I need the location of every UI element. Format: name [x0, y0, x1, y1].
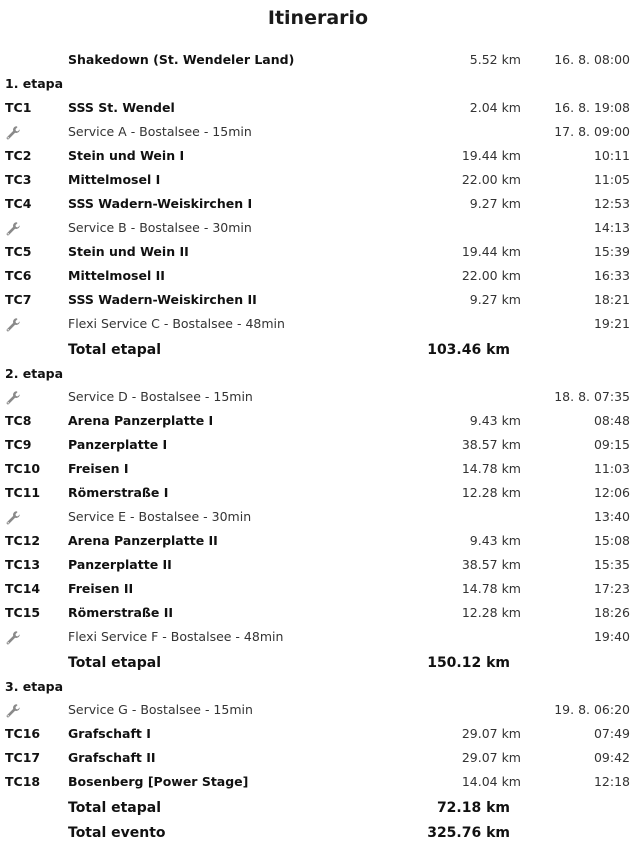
- wrench-icon: [5, 221, 21, 237]
- service-row: [0, 216, 636, 240]
- total-distance: 150.12 km: [427, 655, 510, 671]
- wrench-icon: [5, 390, 21, 406]
- stage-time: 10:11: [593, 148, 630, 163]
- service-name: Service A - Bostalsee - 15min: [68, 124, 252, 139]
- stage-name: Mittelmosel I: [68, 172, 161, 187]
- stage-name: Grafschaft II: [68, 750, 156, 765]
- stage-distance: 19.44 km: [461, 148, 521, 163]
- stage-time: 15:08: [593, 533, 630, 548]
- stage-distance: 12.28 km: [461, 605, 521, 620]
- stage-row: [0, 746, 636, 770]
- stage-time: 11:03: [593, 461, 630, 476]
- stage-time: 19. 8. 06:20: [554, 702, 630, 717]
- service-row: [0, 312, 636, 336]
- stage-code: TC18: [5, 774, 41, 789]
- stage-time: 17. 8. 09:00: [554, 124, 630, 139]
- stage-row: [0, 240, 636, 264]
- service-name: Service E - Bostalsee - 30min: [68, 509, 252, 524]
- service-row: [0, 505, 636, 529]
- stage-time: 13:40: [593, 509, 630, 524]
- stage-row: [0, 481, 636, 505]
- stage-code: TC3: [5, 172, 32, 187]
- stage-time: 16. 8. 19:08: [554, 100, 630, 115]
- page-title: Itinerario: [267, 7, 369, 29]
- stage-row: [0, 288, 636, 312]
- wrench-icon: [5, 510, 21, 526]
- stage-row: [0, 144, 636, 168]
- etapa-label: 3. etapa: [5, 679, 64, 694]
- total-distance: 103.46 km: [427, 342, 510, 358]
- stage-time: 17:23: [593, 581, 630, 596]
- stage-time: 12:06: [593, 485, 630, 500]
- stage-name: SSS St. Wendel: [68, 100, 175, 115]
- stage-distance: 22.00 km: [461, 268, 521, 283]
- stage-name: Freisen II: [68, 581, 134, 596]
- stage-distance: 19.44 km: [461, 244, 521, 259]
- total-distance: 325.76 km: [427, 825, 510, 841]
- stage-distance: 9.43 km: [469, 533, 521, 548]
- stage-row: [0, 601, 636, 625]
- stage-code: TC7: [5, 292, 32, 307]
- stage-distance: 29.07 km: [461, 726, 521, 741]
- stage-time: 19:40: [593, 629, 630, 644]
- wrench-icon: [5, 630, 21, 646]
- stage-time: 09:42: [593, 750, 630, 765]
- total-row: [0, 651, 636, 675]
- stage-row: [0, 264, 636, 288]
- stage-row: [0, 433, 636, 457]
- wrench-icon: [5, 125, 21, 141]
- stage-time: 12:18: [593, 774, 630, 789]
- wrench-icon: [5, 703, 21, 719]
- stage-distance: 14.78 km: [461, 581, 521, 596]
- stage-name: Panzerplatte I: [68, 437, 168, 452]
- total-label: Total evento: [68, 825, 166, 841]
- stage-name: Arena Panzerplatte I: [68, 413, 214, 428]
- stage-distance: 14.78 km: [461, 461, 521, 476]
- total-row: [0, 821, 636, 845]
- stage-row: [0, 770, 636, 794]
- stage-time: 14:13: [593, 220, 630, 235]
- stage-time: 16. 8. 08:00: [554, 52, 630, 67]
- stage-name: Grafschaft I: [68, 726, 151, 741]
- service-name: Service B - Bostalsee - 30min: [68, 220, 252, 235]
- etapa-label: 2. etapa: [5, 366, 64, 381]
- stage-name: Römerstraße I: [68, 485, 169, 500]
- stage-name: Römerstraße II: [68, 605, 174, 620]
- stage-time: 18. 8. 07:35: [554, 389, 630, 404]
- total-distance: 72.18 km: [436, 800, 510, 816]
- stage-distance: 38.57 km: [461, 437, 521, 452]
- stage-distance: 9.27 km: [469, 196, 521, 211]
- stage-time: 15:39: [593, 244, 630, 259]
- stage-code: TC4: [5, 196, 32, 211]
- service-row: [0, 120, 636, 144]
- stage-code: TC11: [5, 485, 41, 500]
- total-label: Total etapal: [68, 342, 162, 358]
- stage-distance: 29.07 km: [461, 750, 521, 765]
- stage-name: SSS Wadern-Weiskirchen II: [68, 292, 257, 307]
- stage-name: Arena Panzerplatte II: [68, 533, 218, 548]
- total-row: [0, 338, 636, 362]
- stage-code: TC10: [5, 461, 41, 476]
- stage-distance: 38.57 km: [461, 557, 521, 572]
- stage-row: [0, 96, 636, 120]
- stage-code: TC8: [5, 413, 32, 428]
- total-label: Total etapal: [68, 655, 162, 671]
- stage-code: TC2: [5, 148, 32, 163]
- stage-row: [0, 722, 636, 746]
- stage-code: TC1: [5, 100, 32, 115]
- service-row: [0, 385, 636, 409]
- stage-row: [0, 168, 636, 192]
- stage-name: Stein und Wein I: [68, 148, 185, 163]
- etapa-header: [0, 362, 636, 386]
- stage-distance: 9.43 km: [469, 413, 521, 428]
- stage-code: TC12: [5, 533, 41, 548]
- etapa-label: 1. etapa: [5, 76, 64, 91]
- stage-code: TC9: [5, 437, 32, 452]
- service-row: [0, 625, 636, 649]
- stage-time: 11:05: [593, 172, 630, 187]
- total-label: Total etapal: [68, 800, 162, 816]
- service-name: Service G - Bostalsee - 15min: [68, 702, 253, 717]
- service-name: Flexi Service F - Bostalsee - 48min: [68, 629, 284, 644]
- stage-time: 12:53: [593, 196, 630, 211]
- stage-distance: 2.04 km: [469, 100, 521, 115]
- stage-code: TC6: [5, 268, 32, 283]
- etapa-header: [0, 675, 636, 699]
- stage-distance: 12.28 km: [461, 485, 521, 500]
- stage-code: TC16: [5, 726, 41, 741]
- stage-row: [0, 529, 636, 553]
- stage-name: Mittelmosel II: [68, 268, 165, 283]
- stage-name: Freisen I: [68, 461, 129, 476]
- wrench-icon: [5, 317, 21, 333]
- stage-time: 15:35: [593, 557, 630, 572]
- stage-distance: 22.00 km: [461, 172, 521, 187]
- stage-code: TC14: [5, 581, 41, 596]
- stage-code: TC17: [5, 750, 41, 765]
- stage-name: Panzerplatte II: [68, 557, 172, 572]
- stage-row: [0, 192, 636, 216]
- service-name: Service D - Bostalsee - 15min: [68, 389, 253, 404]
- stage-name: SSS Wadern-Weiskirchen I: [68, 196, 253, 211]
- stage-row: [0, 457, 636, 481]
- total-row: [0, 796, 636, 820]
- stage-name: Shakedown (St. Wendeler Land): [68, 52, 295, 67]
- service-row: [0, 698, 636, 722]
- stage-name: Stein und Wein II: [68, 244, 189, 259]
- stage-time: 19:21: [593, 316, 630, 331]
- stage-row: [0, 577, 636, 601]
- stage-code: TC5: [5, 244, 32, 259]
- stage-time: 08:48: [593, 413, 630, 428]
- stage-code: TC13: [5, 557, 41, 572]
- stage-row: [0, 48, 636, 72]
- service-name: Flexi Service C - Bostalsee - 48min: [68, 316, 285, 331]
- stage-time: 18:26: [593, 605, 630, 620]
- stage-distance: 9.27 km: [469, 292, 521, 307]
- stage-code: TC15: [5, 605, 41, 620]
- stage-time: 16:33: [593, 268, 630, 283]
- stage-name: Bosenberg [Power Stage]: [68, 774, 249, 789]
- stage-row: [0, 553, 636, 577]
- stage-time: 18:21: [593, 292, 630, 307]
- stage-distance: 5.52 km: [469, 52, 521, 67]
- stage-time: 07:49: [593, 726, 630, 741]
- stage-time: 09:15: [593, 437, 630, 452]
- stage-row: [0, 409, 636, 433]
- etapa-header: [0, 72, 636, 96]
- stage-distance: 14.04 km: [461, 774, 521, 789]
